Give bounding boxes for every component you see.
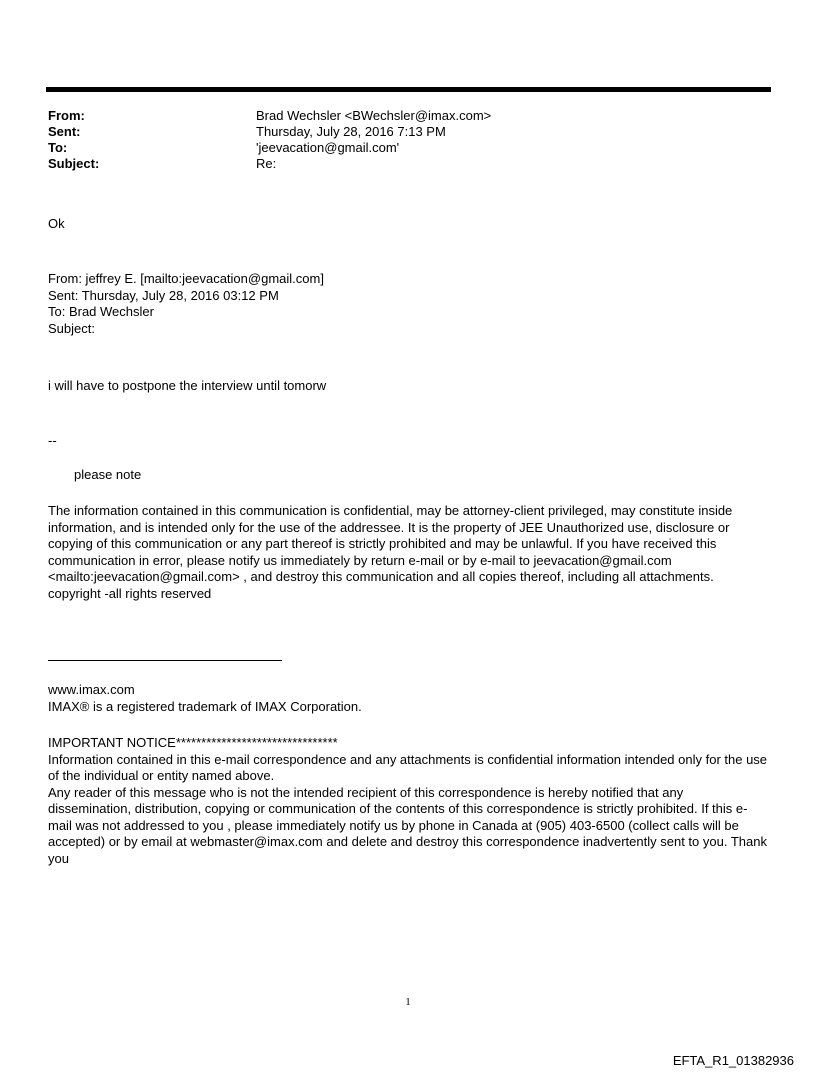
notice-paragraph-2: Any reader of this message who is not the intended recipient of this correspondence is hereby notified that any dissemination, distribution, copying or communication of the contents of this correspondence is strictly prohibited. If this e-mail was not addressed to you , please immediately notify us by phone in Canada at (905) 403-6500 (collect calls will be accepted) or by email at webmaster@imax.com and delete and destroy this correspondence inadvertently sent to you. Thank you (48, 784, 767, 866)
to-label: To: (48, 140, 68, 155)
from-row (48, 108, 748, 124)
to-row (48, 140, 748, 156)
important-notice (48, 735, 768, 867)
sent-value: Thursday, July 28, 2016 7:13 PM (256, 124, 446, 139)
subject-value: Re: (256, 156, 277, 171)
notice-title: IMPORTANT NOTICE******************************** (48, 735, 338, 750)
please-note: please note (74, 467, 142, 482)
subject-label: Subject: (48, 156, 100, 171)
from-label: From: (48, 108, 85, 123)
quoted-to-line: To: Brad Wechsler (48, 304, 154, 319)
header-divider (46, 87, 771, 92)
reply-text: Ok (48, 216, 65, 231)
notice-paragraph-1: Information contained in this e-mail correspondence and any attachments is confidential information intended only for the use of the individual or entity named above. (48, 751, 768, 783)
email-header (48, 108, 748, 172)
sent-row (48, 124, 748, 140)
website-text: www.imax.com (48, 682, 135, 697)
quoted-from-line: From: jeffrey E. [mailto:jeevacation@gmail.com] (48, 271, 324, 286)
subject-row (48, 156, 748, 172)
quoted-subject-line: Subject: (48, 320, 95, 336)
from-value: Brad Wechsler <BWechsler@imax.com> (256, 108, 492, 123)
sent-label: Sent: (48, 124, 81, 139)
confidentiality-disclaimer: The information contained in this communication is confidential, may be attorney-client privileged, may constitute inside information, and is intended only for the use of the addressee. It is the property of JEE Unauthorized use, disclosure or copying of this communication or any part thereof is strictly prohibited and may be unlawful. If you have received this communication in error, please notify us immediately by return e-mail or by e-mail to jeevacation@gmail.com <mailto:jeevacation@gmail.com> , and destroy this communication and all copies thereof, including all attachments. copyright -all rights reserved (48, 503, 733, 601)
bates-number: EFTA_R1_01382936 (672, 1053, 794, 1068)
to-value: 'jeevacation@gmail.com' (256, 140, 400, 155)
signature-divider (48, 660, 282, 661)
page-number: 1 (405, 996, 411, 1008)
message-body: i will have to postpone the interview until tomorw (48, 378, 327, 393)
quoted-header (48, 271, 324, 337)
trademark-text: IMAX® is a registered trademark of IMAX Corporation. (48, 699, 362, 714)
signature-dash: -- (48, 433, 57, 448)
quoted-sent-line: Sent: Thursday, July 28, 2016 03:12 PM (48, 287, 279, 303)
